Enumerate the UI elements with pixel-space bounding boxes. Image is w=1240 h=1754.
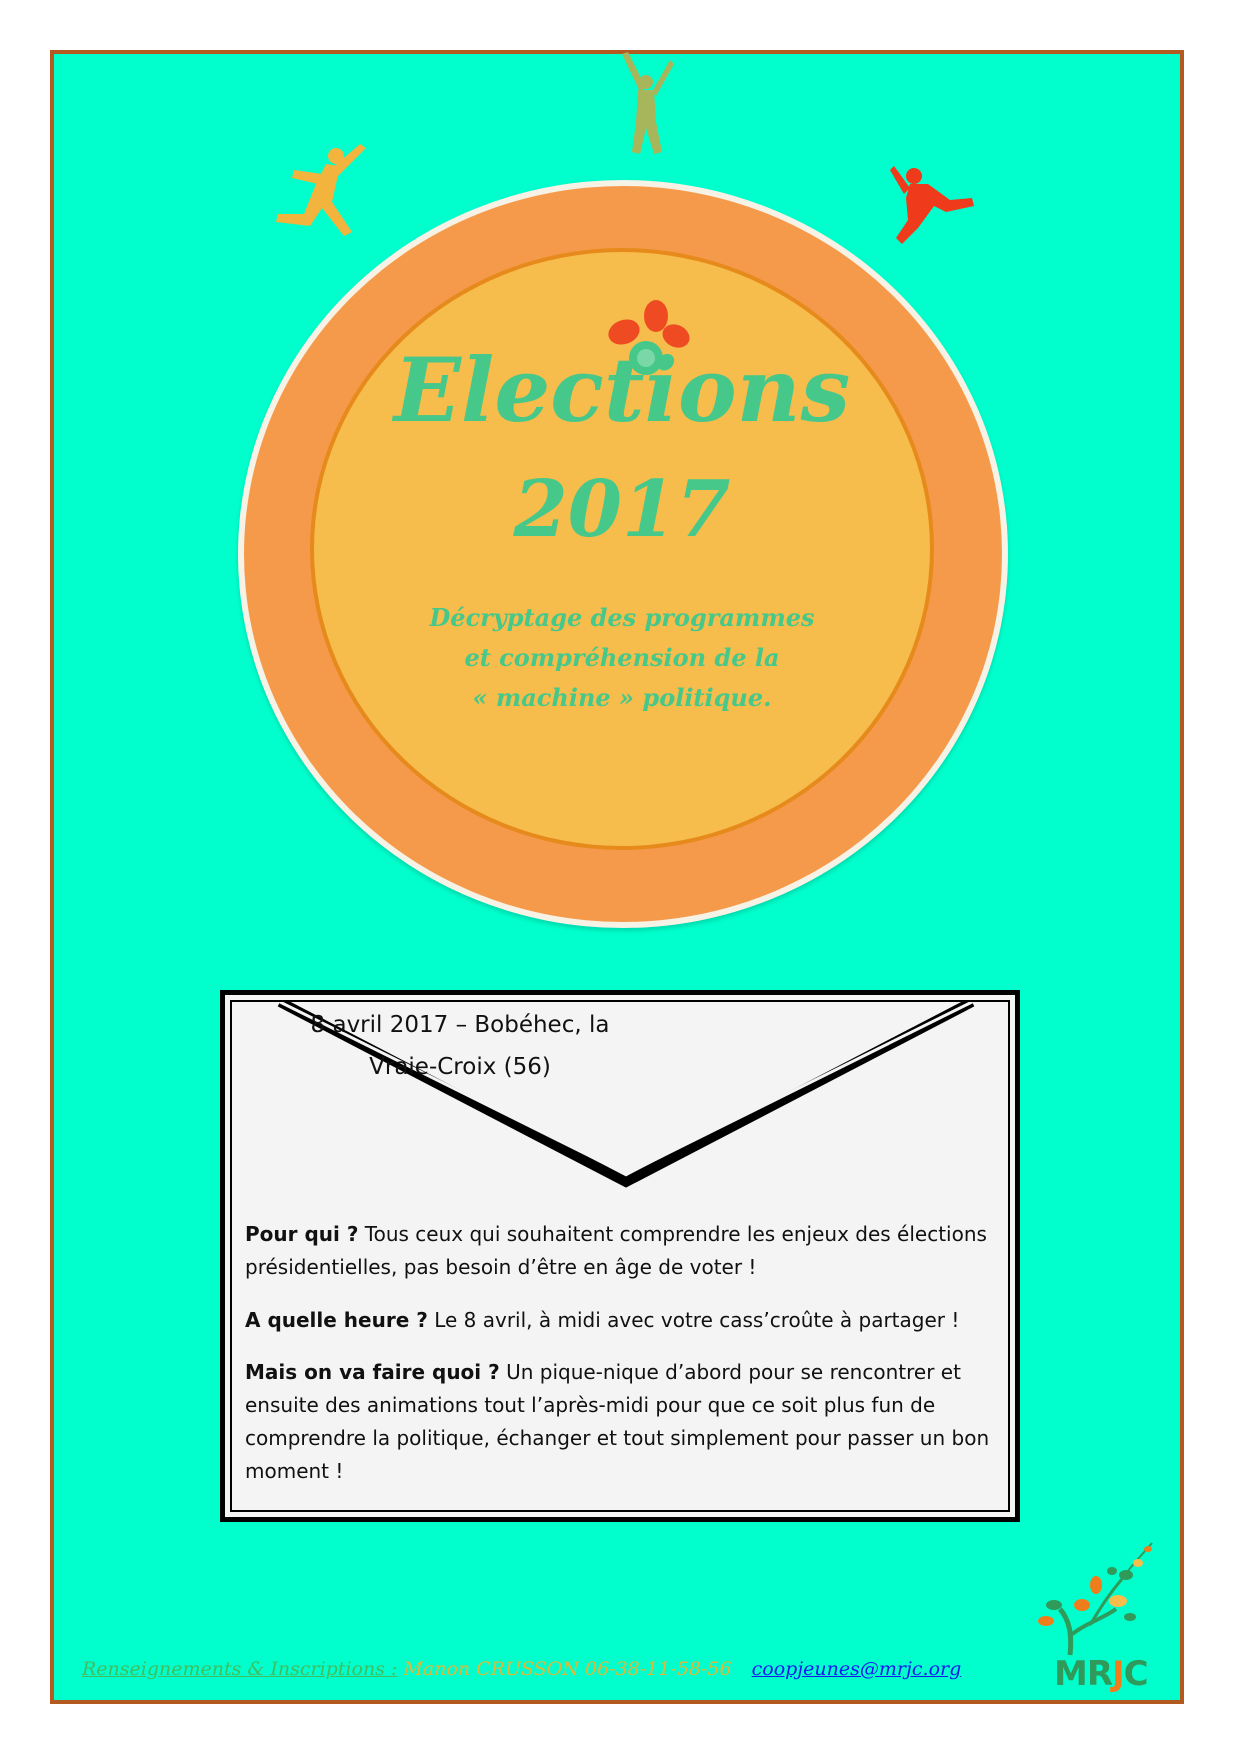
subtitle-line: et compréhension de la xyxy=(464,643,780,672)
detail-label: Mais on va faire quoi ? xyxy=(245,1360,500,1384)
poster-year: 2017 xyxy=(513,464,731,555)
jumping-person-red-icon xyxy=(888,162,978,248)
poster-title: Elections xyxy=(393,338,851,442)
footer-contact xyxy=(82,1658,1042,1680)
detail-label: A quelle heure ? xyxy=(245,1308,428,1332)
detail-when xyxy=(245,1304,1005,1337)
detail-who xyxy=(245,1218,1005,1284)
subtitle-line: Décryptage des programmes xyxy=(429,603,815,632)
event-location: Vraie-Croix (56) xyxy=(369,1054,551,1080)
subtitle-line: « machine » politique. xyxy=(472,683,772,712)
footer-phone: Manon CRUSSON 06-38-11-58-56 xyxy=(397,1658,732,1680)
jumping-person-yellow-icon xyxy=(270,140,370,250)
footer-label: Renseignements & Inscriptions : xyxy=(82,1658,398,1680)
event-date-location xyxy=(160,1004,760,1088)
logo-text-j: J xyxy=(1112,1654,1124,1694)
logo-text-start: MR xyxy=(1054,1654,1113,1694)
detail-text: Le 8 avril, à midi avec votre cass’croûte à partager ! xyxy=(427,1308,960,1332)
logo-text-end: C xyxy=(1123,1654,1148,1694)
footer-email-link[interactable]: coopjeunes@mrjc.org xyxy=(751,1658,962,1680)
event-date: 8 avril 2017 – Bobéhec, la xyxy=(310,1012,610,1038)
detail-label: Pour qui ? xyxy=(245,1222,359,1246)
mrjc-logo-text xyxy=(1054,1654,1148,1694)
poster-subtitle xyxy=(370,598,874,718)
detail-text: Un pique-nique d’abord pour se rencontrer et ensuite des animations tout l’après-midi pour que ce soit plus fun de comprendre la politique, échanger et tout simplement pour passer un bon moment ! xyxy=(245,1360,990,1483)
jumping-person-green-icon xyxy=(618,52,674,162)
detail-text: Tous ceux qui souhaitent comprendre les enjeux des élections présidentielles, pas besoin d’être en âge de voter ! xyxy=(245,1222,987,1279)
detail-what xyxy=(245,1356,1005,1488)
